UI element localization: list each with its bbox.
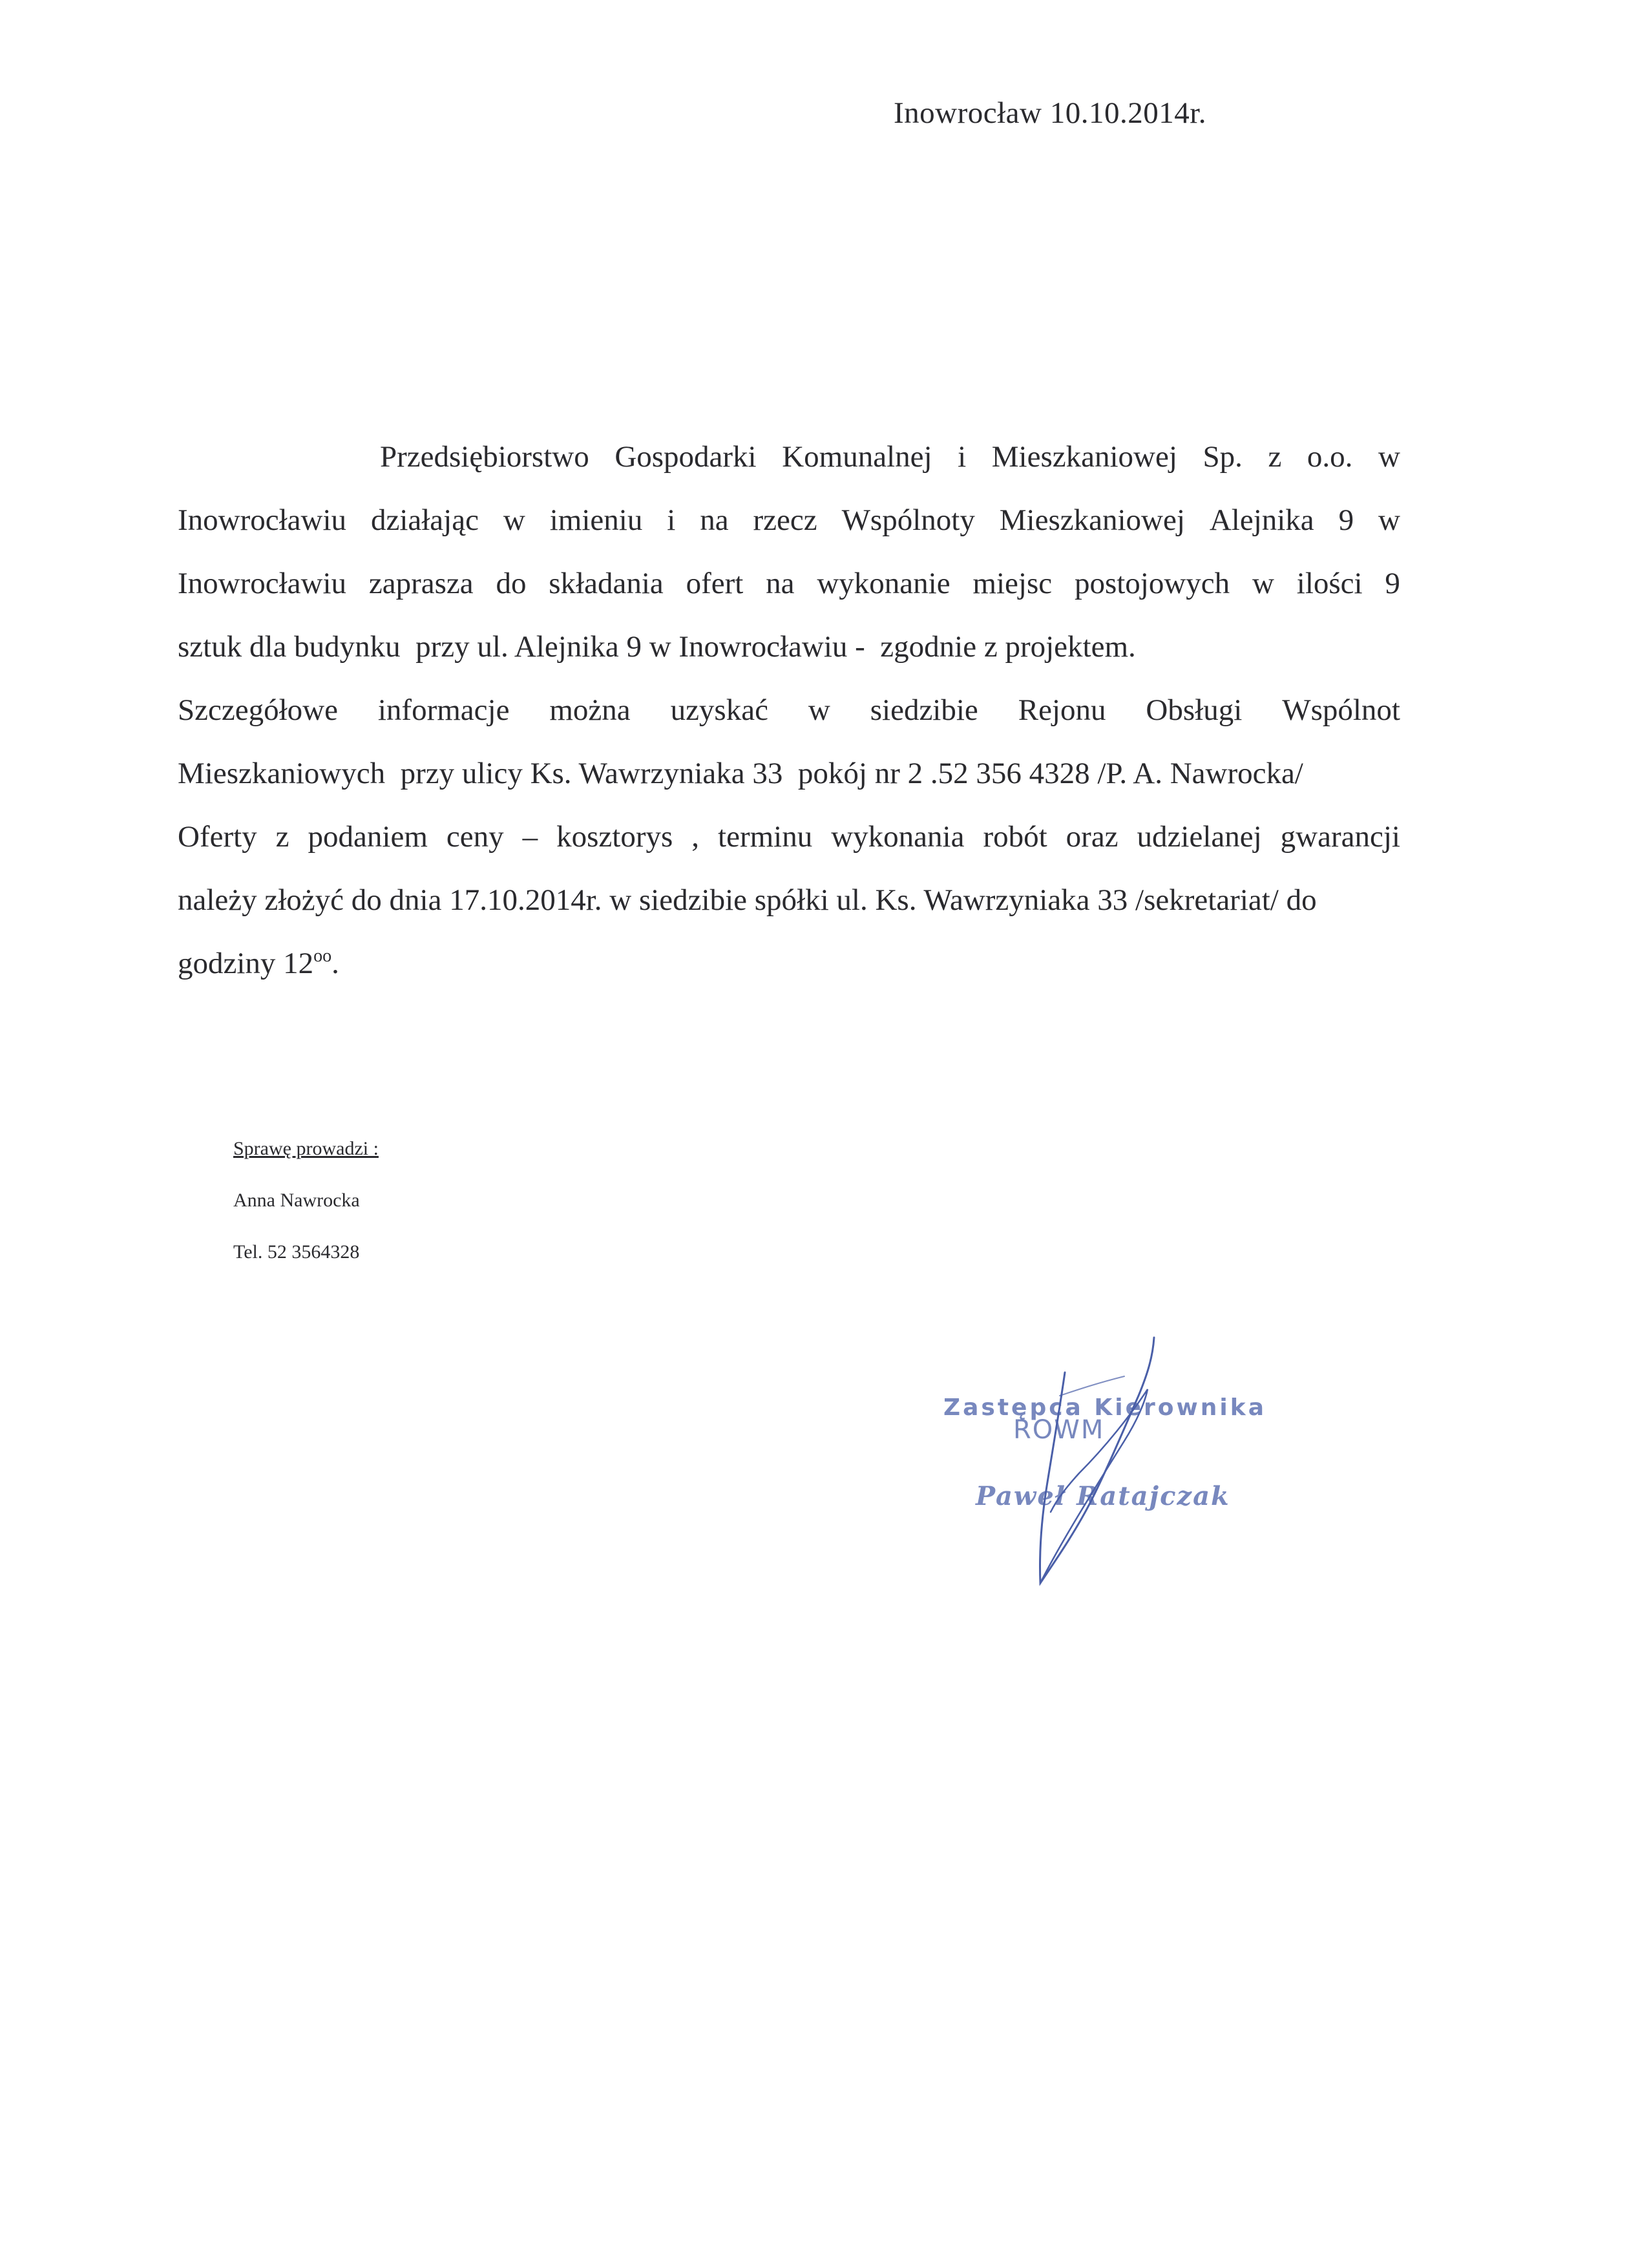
body-word: ceny bbox=[446, 820, 504, 854]
body-line-1 bbox=[178, 425, 1400, 488]
body-word: udzielanej bbox=[1137, 820, 1262, 854]
body-word: w bbox=[808, 693, 830, 727]
body-word: o.o. bbox=[1307, 440, 1353, 474]
body-word: robót bbox=[983, 820, 1047, 854]
body-word: i bbox=[667, 503, 676, 537]
body-word: – bbox=[522, 820, 538, 854]
body-word: na bbox=[766, 567, 795, 600]
case-handler-name: Anna Nawrocka bbox=[233, 1190, 360, 1211]
body-word: z bbox=[275, 820, 289, 854]
body-word: Wspólnoty bbox=[841, 503, 975, 537]
body-word: Sp. bbox=[1203, 440, 1243, 474]
official-stamp bbox=[930, 1318, 1266, 1602]
body-word: Alejnika bbox=[1209, 503, 1314, 537]
signature-stroke-2 bbox=[1040, 1389, 1148, 1583]
body-word: Oferty bbox=[178, 820, 257, 854]
body-word: siedzibie bbox=[870, 693, 978, 727]
body-word: kosztorys bbox=[556, 820, 673, 854]
body-word: Rejonu bbox=[1018, 693, 1106, 727]
body-word: działając bbox=[370, 503, 479, 537]
body-word: informacje bbox=[377, 693, 510, 727]
body-word: Komunalnej bbox=[782, 440, 932, 474]
body-word: imieniu bbox=[549, 503, 643, 537]
body-word: w bbox=[1378, 503, 1400, 537]
body-word: Obsługi bbox=[1146, 693, 1243, 727]
body-word: terminu bbox=[718, 820, 813, 854]
body-line-8: należy złożyć do dnia 17.10.2014r. w siedzibie spółki ul. Ks. Wawrzyniaka 33 /sekretariat/ do bbox=[178, 883, 1317, 917]
body-word: gwarancji bbox=[1280, 820, 1400, 854]
body-line-3 bbox=[178, 552, 1400, 615]
body-word: postojowych bbox=[1074, 567, 1230, 600]
body-word: w bbox=[1252, 567, 1274, 600]
body-word: na bbox=[700, 503, 729, 537]
stamp-name: Paweł Ratajczak bbox=[976, 1481, 1230, 1511]
body-word: podaniem bbox=[308, 820, 428, 854]
body-word: ilości bbox=[1296, 567, 1363, 600]
body-word: Przedsiębiorstwo bbox=[380, 440, 589, 474]
body-line-9 bbox=[178, 932, 1400, 995]
deadline-hour-text: godziny 12 bbox=[178, 947, 314, 980]
deadline-period: . bbox=[331, 947, 339, 980]
body-line-7 bbox=[178, 805, 1400, 868]
body-word: ofert bbox=[686, 567, 744, 600]
body-word: rzecz bbox=[753, 503, 817, 537]
handwritten-signature bbox=[930, 1318, 1266, 1602]
stamp-title: Zastępca Kierownika bbox=[943, 1394, 1266, 1421]
letter-body bbox=[178, 425, 1400, 995]
body-word: w bbox=[1378, 440, 1400, 474]
body-word: uzyskać bbox=[670, 693, 768, 727]
body-word: Szczegółowe bbox=[178, 693, 338, 727]
body-word: , bbox=[691, 820, 700, 854]
body-word: miejsc bbox=[972, 567, 1053, 600]
body-word: w bbox=[503, 503, 525, 537]
case-handler-block bbox=[233, 1123, 379, 1278]
signature-stroke-3 bbox=[1060, 1376, 1124, 1396]
body-word: oraz bbox=[1066, 820, 1119, 854]
body-line-6: Mieszkaniowych przy ulicy Ks. Wawrzyniaka 33 pokój nr 2 .52 356 4328 /P. A. Nawrocka/ bbox=[178, 757, 1303, 790]
body-word: Mieszkaniowej bbox=[991, 440, 1177, 474]
body-word: Gospodarki bbox=[614, 440, 757, 474]
body-word: składania bbox=[549, 567, 664, 600]
body-line-5 bbox=[178, 678, 1400, 742]
body-word: wykonanie bbox=[817, 567, 951, 600]
body-word: Wspólnot bbox=[1282, 693, 1400, 727]
body-word: Inowrocławiu bbox=[178, 567, 347, 600]
body-word: zaprasza bbox=[368, 567, 474, 600]
body-word: Mieszkaniowej bbox=[999, 503, 1185, 537]
stamp-unit: ROWM bbox=[1013, 1415, 1105, 1445]
case-handler-phone: Tel. 52 3564328 bbox=[233, 1241, 360, 1263]
body-word: z bbox=[1268, 440, 1282, 474]
body-word: 9 bbox=[1338, 503, 1354, 537]
body-word: 9 bbox=[1385, 567, 1400, 600]
body-word: wykonania bbox=[831, 820, 965, 854]
body-word: i bbox=[958, 440, 967, 474]
body-line-2 bbox=[178, 488, 1400, 552]
body-word: Inowrocławiu bbox=[178, 503, 347, 537]
body-word: można bbox=[549, 693, 631, 727]
place-and-date: Inowrocław 10.10.2014r. bbox=[894, 96, 1207, 130]
deadline-minutes-superscript: oo bbox=[313, 946, 332, 966]
case-handler-label: Sprawę prowadzi : bbox=[233, 1138, 379, 1159]
body-word: do bbox=[496, 567, 527, 600]
body-line-4: sztuk dla budynku przy ul. Alejnika 9 w Inowrocławiu - zgodnie z projektem. bbox=[178, 630, 1136, 664]
signature-stroke-1 bbox=[1040, 1338, 1154, 1583]
